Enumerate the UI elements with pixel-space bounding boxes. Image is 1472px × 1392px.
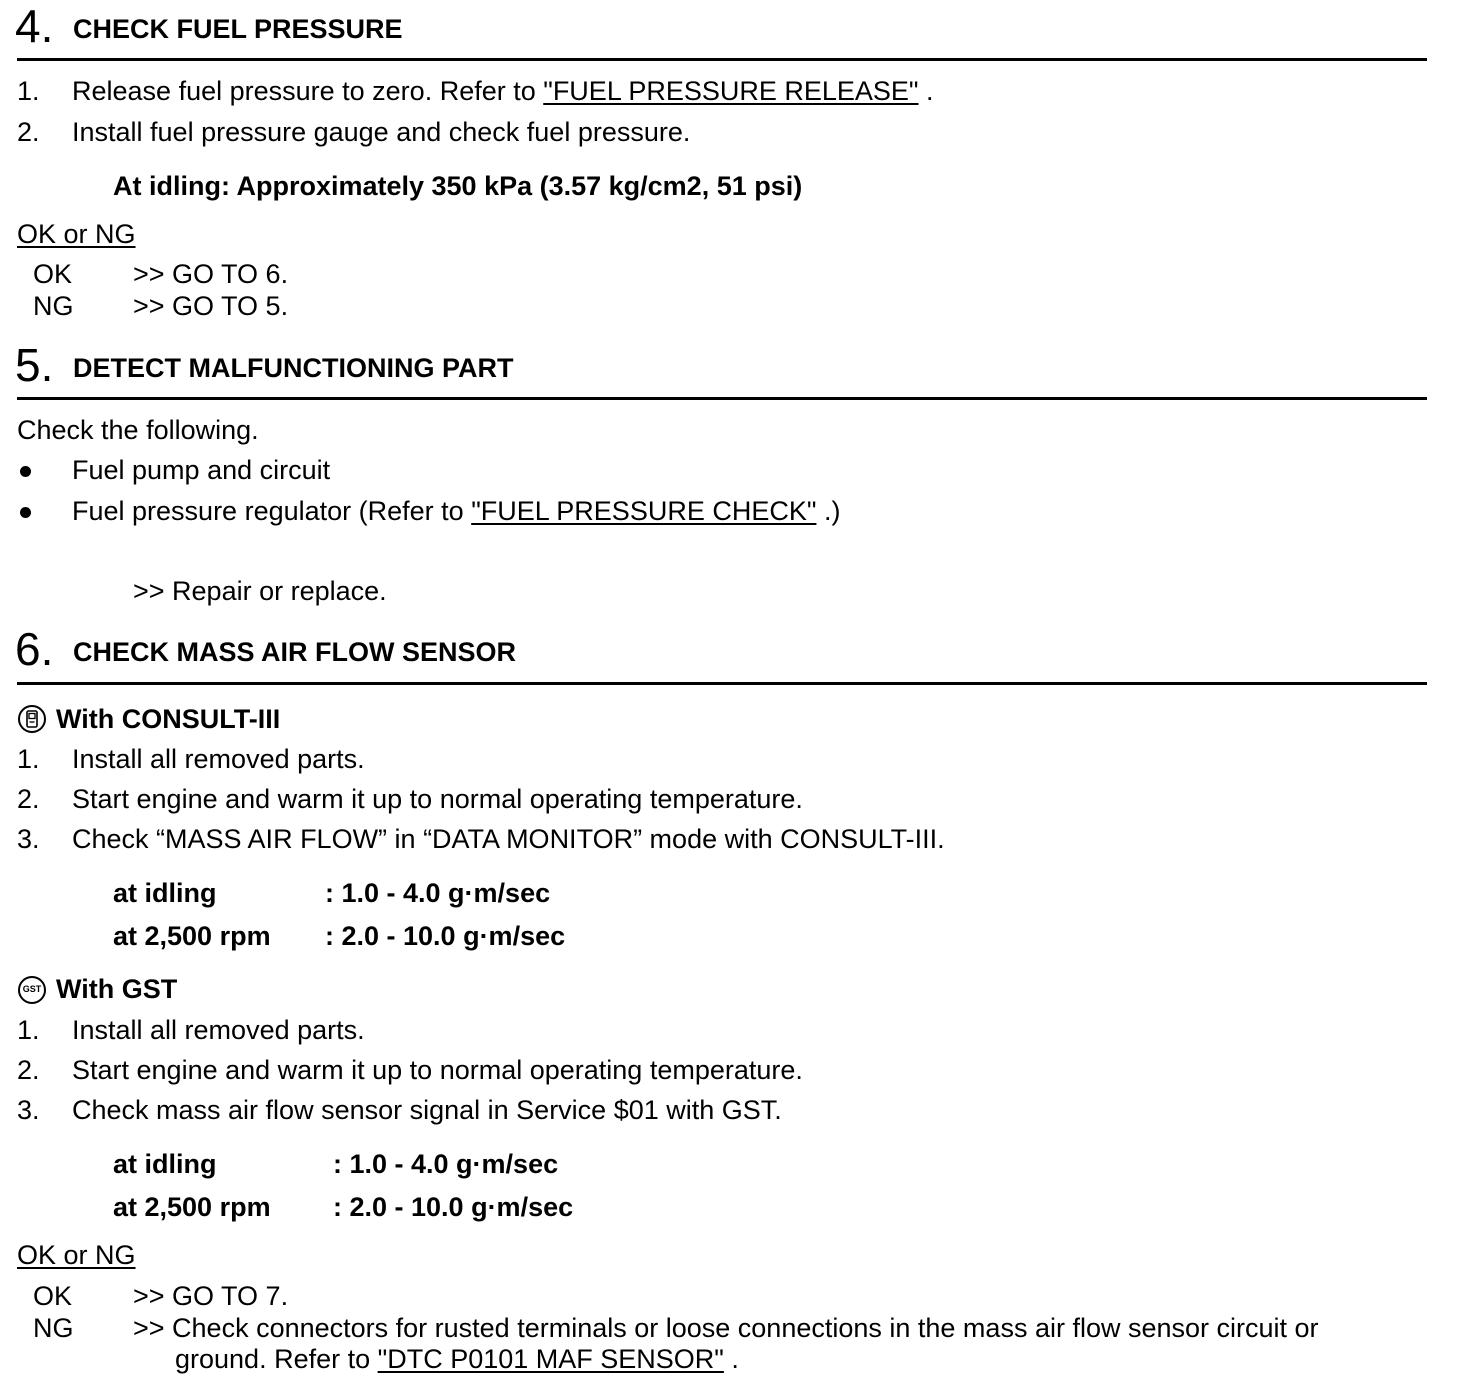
step-5-action: >> Repair or replace.: [133, 576, 387, 606]
bullet-icon: [20, 507, 31, 518]
step-4-number: 4.: [15, 0, 54, 52]
consult-item-2-text: Start engine and warm it up to normal operating temperature.: [72, 784, 803, 814]
step-4-item-1-number: 1.: [17, 76, 40, 106]
consult-tool-icon: [18, 705, 46, 733]
gst-item-3-text: Check mass air flow sensor signal in Service $01 with GST.: [72, 1095, 782, 1125]
step-6-ok-label: OK: [33, 1281, 73, 1311]
gst-spec-2-label: at 2,500 rpm: [113, 1192, 271, 1222]
consult-item-1-text: Install all removed parts.: [72, 744, 365, 774]
fuel-pressure-check-link[interactable]: "FUEL PRESSURE CHECK": [471, 496, 817, 526]
step-4-ng-label: NG: [33, 291, 74, 321]
step-6-rule: [17, 682, 1427, 685]
consult-heading: With CONSULT-III: [56, 704, 281, 734]
step-4-title: CHECK FUEL PRESSURE: [73, 14, 403, 44]
step-6-ng-action-line-1: >> Check connectors for rusted terminals or loose connections in the mass air flow sensor circuit or: [133, 1313, 1319, 1343]
consult-item-3-number: 3.: [17, 824, 40, 854]
consult-spec-2-label: at 2,500 rpm: [113, 921, 271, 951]
step-5-bullet-2: [72, 495, 840, 527]
step-5-bullet-1: Fuel pump and circuit: [72, 455, 331, 485]
gst-item-1-number: 1.: [17, 1015, 40, 1045]
step-5-number: 5.: [15, 339, 54, 391]
step-4-spec: At idling: Approximately 350 kPa (3.57 kg/cm2, 51 psi): [113, 171, 803, 201]
consult-spec-2-value: : 2.0 - 10.0 g·m/sec: [325, 921, 566, 951]
gst-spec-2-value: : 2.0 - 10.0 g·m/sec: [333, 1192, 574, 1222]
step-4-item-2-number: 2.: [17, 117, 40, 147]
gst-item-2-text: Start engine and warm it up to normal operating temperature.: [72, 1055, 803, 1085]
step-4-item-1-suffix: .: [918, 76, 934, 106]
step-4-ok-ng-header: OK or NG: [17, 219, 136, 249]
step-6-ok-ng-header: OK or NG: [17, 1240, 136, 1270]
step-6-ng-action-line-2: [175, 1343, 739, 1375]
step-4-item-2-text: Install fuel pressure gauge and check fuel pressure.: [72, 117, 691, 147]
step-5-rule: [17, 397, 1427, 400]
step-4-item-1-text: Release fuel pressure to zero. Refer to: [72, 76, 544, 106]
step-5-bullet-2-suffix: .): [816, 496, 841, 526]
gst-heading: With GST: [56, 974, 178, 1004]
gst-item-2-number: 2.: [17, 1055, 40, 1085]
consult-spec-1-value: : 1.0 - 4.0 g·m/sec: [325, 878, 551, 908]
gst-item-3-number: 3.: [17, 1095, 40, 1125]
step-6-ok-action: >> GO TO 7.: [133, 1281, 289, 1311]
step-4-item-1: [72, 75, 934, 107]
fuel-pressure-release-link[interactable]: "FUEL PRESSURE RELEASE": [543, 76, 919, 106]
consult-spec-1-label: at idling: [113, 878, 217, 908]
step-4-ok-action: >> GO TO 6.: [133, 259, 289, 289]
step-5-bullet-2-text: Fuel pressure regulator (Refer to: [72, 496, 472, 526]
dtc-p0101-maf-sensor-link[interactable]: "DTC P0101 MAF SENSOR": [377, 1344, 724, 1374]
step-6-ng-action-line-2-text: ground. Refer to: [175, 1344, 378, 1374]
step-4-ok-label: OK: [33, 259, 73, 289]
gst-icon-label: GST: [22, 984, 42, 994]
step-5-intro: Check the following.: [17, 415, 259, 445]
step-6-ng-action-line-2-suffix: .: [723, 1344, 739, 1374]
step-6-number: 6.: [15, 623, 54, 675]
bullet-icon: [20, 466, 31, 477]
step-6-ng-label: NG: [33, 1313, 74, 1343]
gst-item-1-text: Install all removed parts.: [72, 1015, 365, 1045]
gst-spec-1-value: : 1.0 - 4.0 g·m/sec: [333, 1149, 559, 1179]
gst-spec-1-label: at idling: [113, 1149, 217, 1179]
gst-tool-icon: [18, 976, 46, 1004]
step-4-ng-action: >> GO TO 5.: [133, 291, 289, 321]
step-5-title: DETECT MALFUNCTIONING PART: [73, 353, 514, 383]
consult-item-1-number: 1.: [17, 744, 40, 774]
step-6-title: CHECK MASS AIR FLOW SENSOR: [73, 637, 517, 667]
step-4-rule: [17, 58, 1427, 61]
consult-item-2-number: 2.: [17, 784, 40, 814]
consult-item-3-text: Check “MASS AIR FLOW” in “DATA MONITOR” mode with CONSULT-III.: [72, 824, 945, 854]
